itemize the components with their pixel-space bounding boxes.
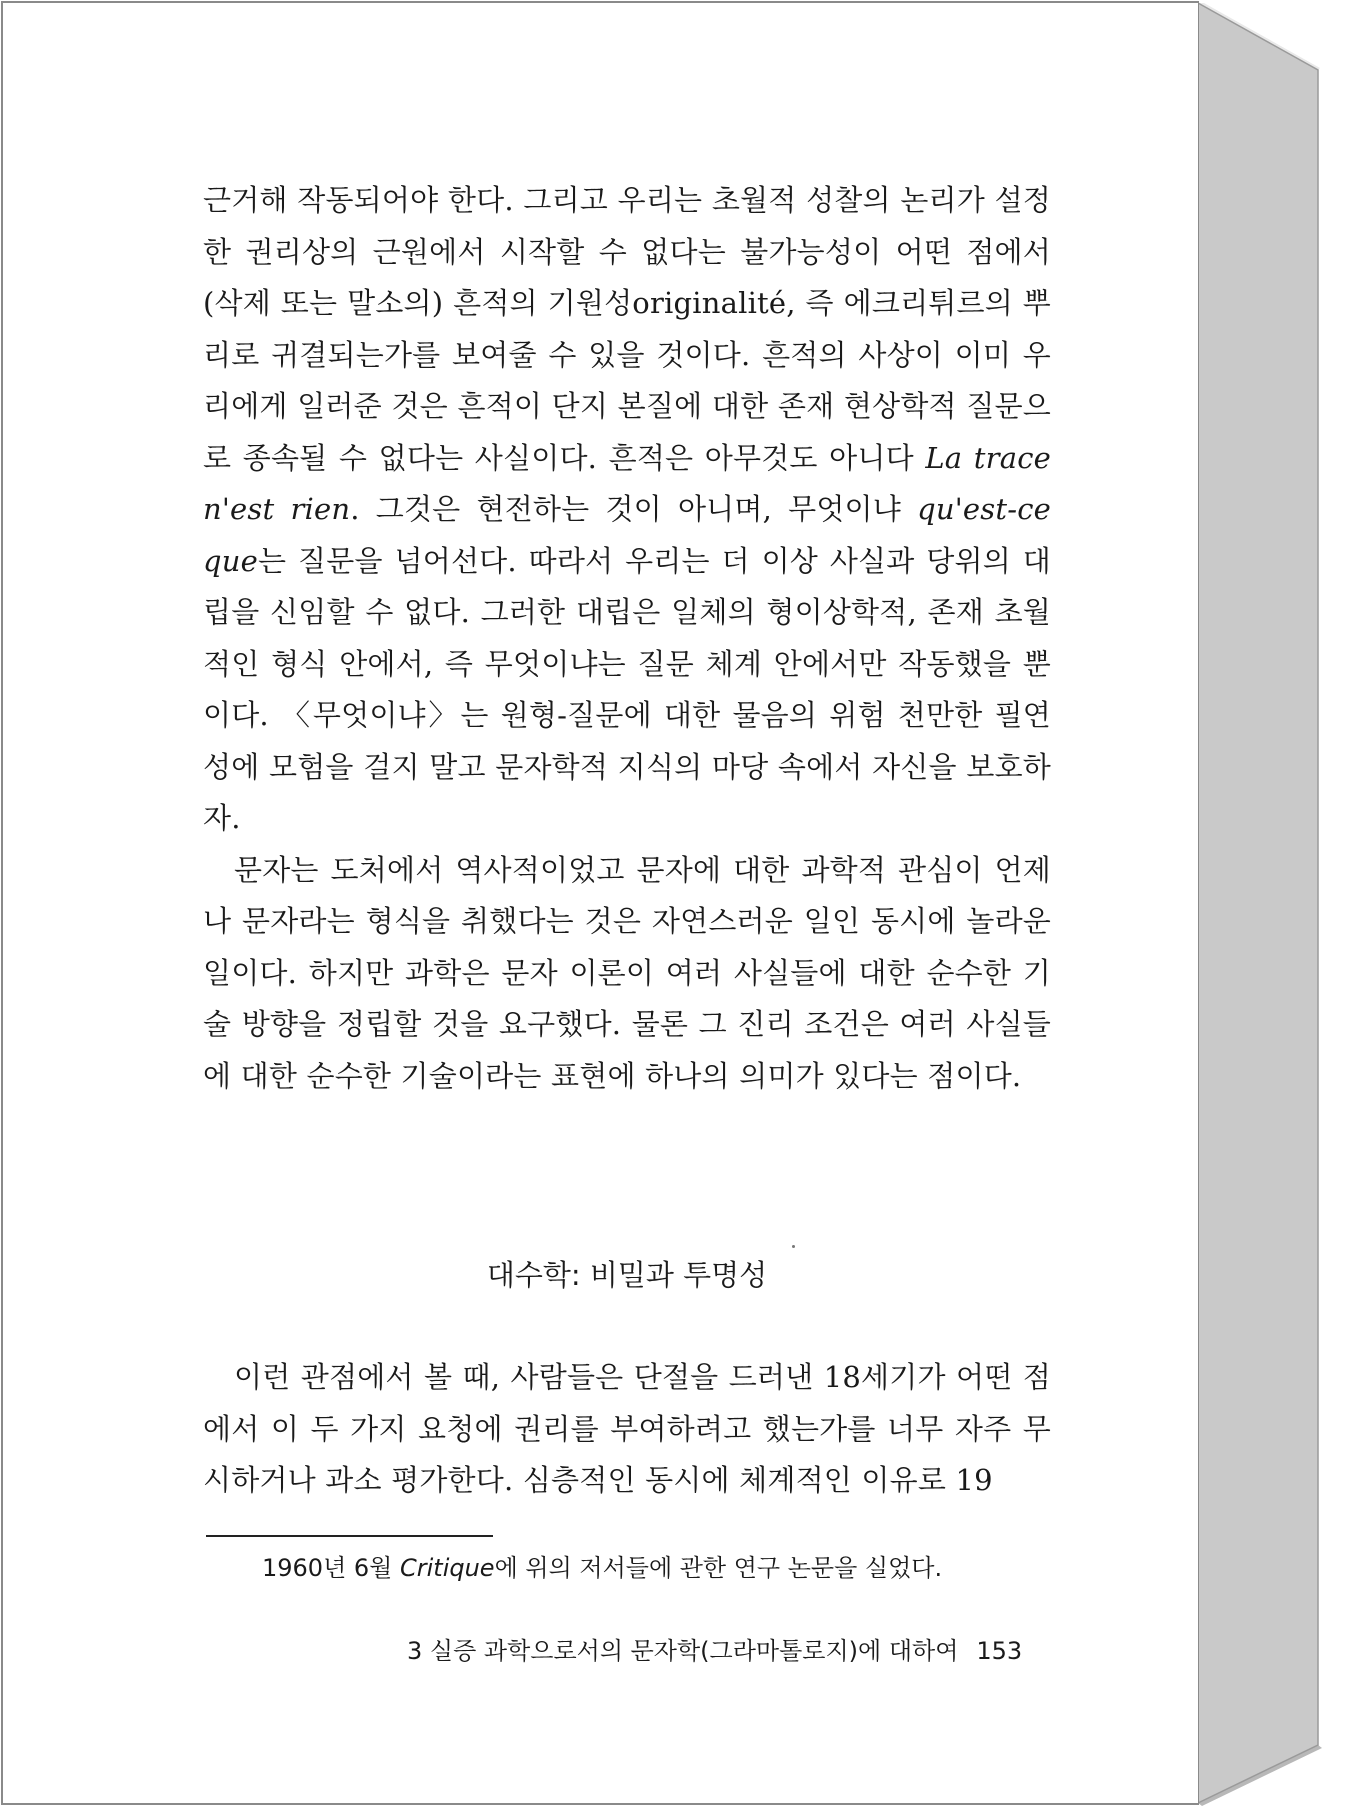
running-footer [407,1631,1022,1666]
footnote [262,1548,942,1583]
paragraph-1-text-a: 근거해 작동되어야 한다. 그리고 우리는 초월적 성찰의 논리가 설정한 권리상의 근원에서 시작할 수 없다는 불가능성이 어떤 점에서 (삭제 또는 말소의) 흔적의 기원성 [203,183,1051,320]
paragraph-1-italic-la-trace: La trace n'est rien [203,440,1051,526]
main-text [203,175,1051,1102]
paragraph-1-text-b: , 즉 에크리튀르의 뿌리로 귀결되는가를 보여줄 수 있을 것이다. 흔적의 사상이 이미 우리에게 일러준 것은 흔적이 단지 본질에 대한 존재 현상학적 질문으로 종속될 수 없다는 사실이다. 흔적은 아무것도 아니다 [203,286,1052,475]
footnote-italic-critique: Critique [399,1554,495,1582]
paragraph-3: 이런 관점에서 볼 때, 사람들은 단절을 드러낸 18세기가 어떤 점에서 이 두 가지 요청에 권리를 부여하려고 했는가를 너무 자주 무시하거나 과소 평가한다. 심층적인 동시에 체계적인 이유로 19 [203,1360,1051,1497]
paragraph-1-text-c: . 그것은 현전하는 것이 아니며, 무엇이냐 [350,492,918,526]
footnote-text-a: 1960년 6월 [262,1554,400,1582]
paragraph-1-italic-quest-ce-que: qu'est-ce que [203,492,1051,578]
paragraph-1-italic-originalite: originalité [632,286,787,320]
page-number: 153 [976,1637,1023,1665]
print-speck [792,1245,795,1248]
footnote-separator [206,1535,493,1537]
footnote-text-b: 에 위의 저서들에 관한 연구 논문을 실었다. [494,1554,943,1582]
footer-chapter-title: 3 실증 과학으로서의 문자학(그라마톨로지)에 대하여 [407,1637,959,1665]
book-spine-face [1198,3,1318,1803]
paragraph-2: 문자는 도처에서 역사적이었고 문자에 대한 과학적 관심이 언제나 문자라는 형식을 취했다는 것은 자연스러운 일인 동시에 놀라운 일이다. 하지만 과학은 문자 이론이 여러 사실들에 대한 순수한 기술 방향을 정립할 것을 요구했다. 물론 그 진리 조건은 여러 사실들에 대한 순수한 기술이라는 표현에 하나의 의미가 있다는 점이다. [203,852,1051,1093]
paragraph-1-text-d: 는 질문을 넘어선다. 따라서 우리는 더 이상 사실과 당위의 대립을 신임할 수 없다. 그러한 대립은 일체의 형이상학적, 존재 초월적인 형식 안에서, 즉 무엇이냐는 질문 체계 안에서만 작동했을 뿐이다. 〈무엇이냐〉는 원형-질문에 대한 물음의 위험 천만한 필연성에 모험을 걸지 말고 문자학적 지식의 마당 속에서 자신을 보호하자. [203,543,1051,835]
section-title: 대수학: 비밀과 투명성 [486,1258,768,1292]
paragraph-1 [203,175,1051,845]
paragraph-3-block [203,1352,1051,1507]
